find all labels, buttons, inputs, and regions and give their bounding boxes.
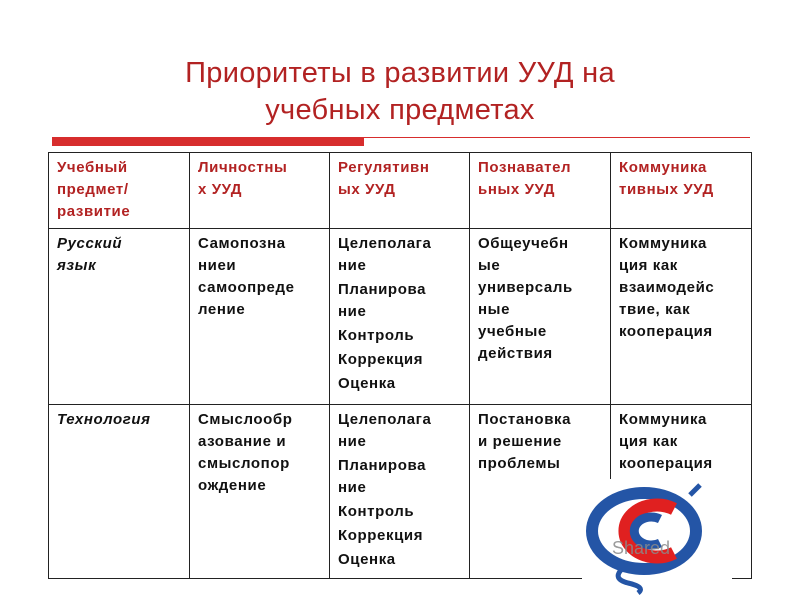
header-cell-communicative: Коммуника тивных УУД (611, 153, 752, 229)
slide-title (0, 55, 800, 129)
regulatory-cell: Целеполага ние Планирова ние Контроль Коррекция Оценка (330, 229, 470, 405)
table-header-row (49, 153, 752, 229)
cognitive-cell: Общеучебн ые универсаль ные учебные действия (470, 229, 611, 405)
title-underline-thin (364, 137, 750, 138)
regulatory-cell: Целеполага ние Планирова ние Контроль Коррекция Оценка (330, 405, 470, 579)
watermark-text: Shared (612, 538, 671, 558)
header-cell-subject: Учебный предмет/ развитие (49, 153, 190, 229)
cognitive-cell: Постановка и решение проблемы (470, 405, 611, 579)
table-row (49, 229, 752, 405)
slide-title-line-2: учебных предметах (265, 94, 535, 126)
title-underline-thick (52, 137, 364, 146)
communicative-cell: Коммуника ция как взаимодейс твие, как кооперация (611, 229, 752, 405)
personal-cell: Смыслообр азование и смыслопор ождение (190, 405, 330, 579)
header-cell-cognitive: Познавател ьных УУД (470, 153, 611, 229)
subject-cell: Технология (49, 405, 190, 579)
header-cell-regulatory: Регулятивн ых УУД (330, 153, 470, 229)
personal-cell: Самопозна ниеи самоопреде ление (190, 229, 330, 405)
header-cell-personal: Личностны х УУД (190, 153, 330, 229)
communicative-cell: Коммуника ция как кооперация (611, 405, 752, 579)
slide-title-line-1: Приоритеты в развитии УУД на (185, 57, 615, 89)
subject-cell: Русский язык (49, 229, 190, 405)
